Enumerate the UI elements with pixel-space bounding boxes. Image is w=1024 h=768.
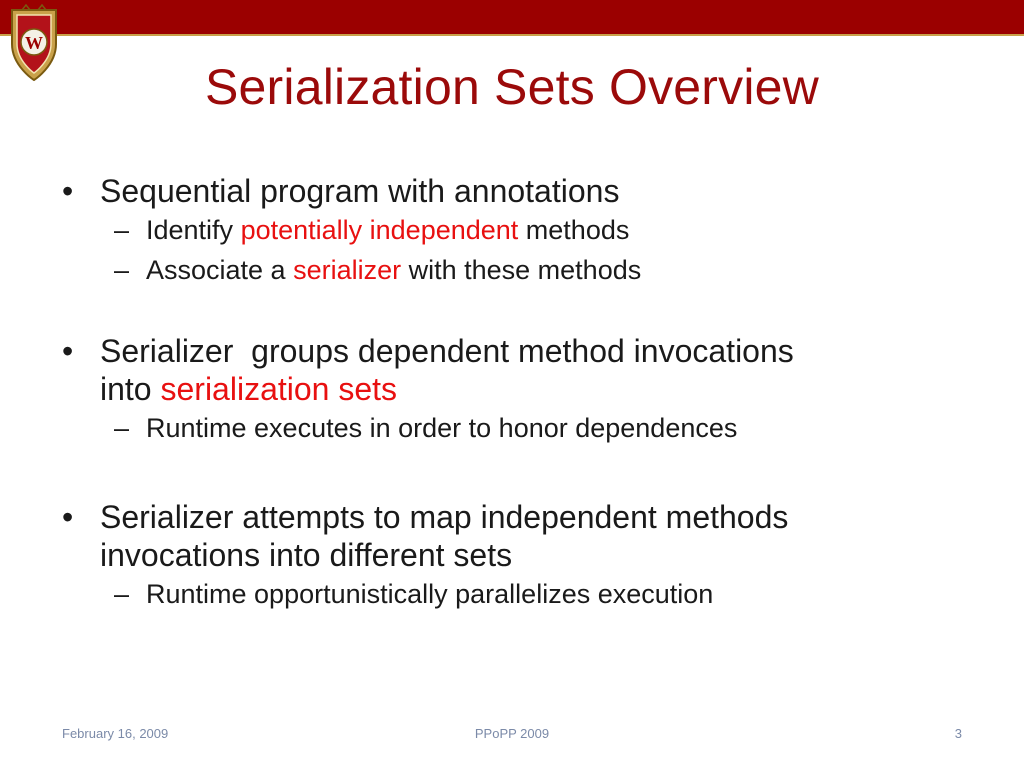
highlight-text: potentially independent [240,215,519,245]
header-band-rule [0,34,1024,36]
bullet-icon: • [62,499,74,535]
sub-bullet-item [62,250,982,290]
sub-bullet-text: Runtime opportunistically parallelizes execution [146,579,714,609]
header-band [0,0,1024,34]
page-number: 3 [954,726,962,741]
sub-bullet-item [62,574,982,614]
bullet-icon: • [62,173,74,209]
bullet-item [62,172,982,210]
bullet-item [62,498,982,574]
sub-bullet-text: with these methods [401,255,642,285]
sub-bullet-text: Runtime executes in order to honor dependences [146,413,738,443]
bullet-icon: • [62,333,74,369]
bullet-text: into [100,371,161,407]
dash-icon: – [114,579,130,609]
slide-content [62,172,982,614]
dash-icon: – [114,215,130,245]
svg-text:W: W [25,33,43,53]
bullet-text: Serializer groups dependent method invocations [100,333,794,369]
footer-conference: PPoPP 2009 [474,726,550,741]
sub-bullet-item [62,408,982,448]
bullet-item [62,332,982,408]
sub-bullet-text: Identify [146,215,241,245]
dash-icon: – [114,413,130,443]
sub-bullet-text: Associate a [146,255,294,285]
sub-bullet-item [62,210,982,250]
highlight-text: serializer [293,255,402,285]
footer-date: February 16, 2009 [62,726,169,741]
highlight-text: serialization sets [160,371,398,407]
slide-title: Serialization Sets Overview [205,59,819,115]
dash-icon: – [114,255,130,285]
bullet-text: Serializer attempts to map independent methods [100,499,789,535]
sub-bullet-text: methods [518,215,630,245]
bullet-text: Sequential program with annotations [100,173,620,209]
bullet-text: invocations into different sets [100,537,513,573]
